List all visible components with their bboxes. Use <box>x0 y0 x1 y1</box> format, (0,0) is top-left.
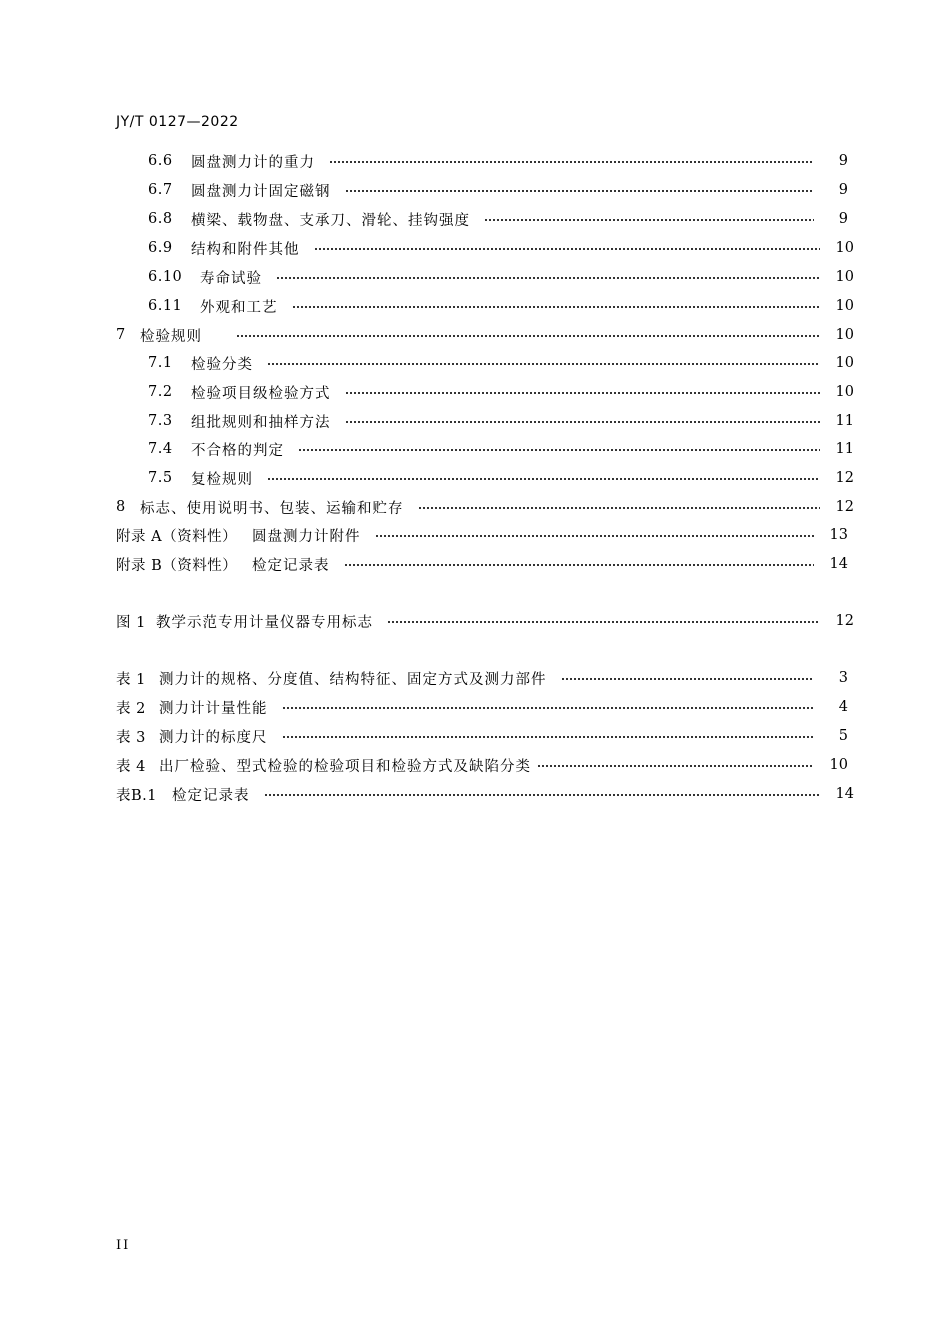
table-entry-page: 5 <box>838 728 848 744</box>
dot-leader <box>292 306 821 308</box>
table-entry-page: 10 <box>829 757 848 773</box>
figure-entry[interactable] <box>116 610 854 632</box>
table-entry-title: 出厂检验、型式检验的检验项目和检验方式及缺陷分类 <box>159 758 531 775</box>
toc-entry-title: 横梁、载物盘、支承刀、滑轮、挂钩强度 <box>191 212 470 229</box>
toc-entry-title: 复检规则 <box>191 471 253 488</box>
toc-entry[interactable] <box>148 150 848 172</box>
toc-entry-number: 6.11 <box>148 298 183 314</box>
toc-entry-title: 检定记录表 <box>252 557 330 574</box>
toc-entry-title: 寿命试验 <box>200 270 262 287</box>
table-entry-number: 表 4 <box>116 758 146 775</box>
table-entry[interactable] <box>116 783 854 805</box>
toc-entry-page: 10 <box>835 298 854 314</box>
toc-entry-page: 11 <box>835 413 854 429</box>
toc-entry-number: 7.1 <box>148 355 173 371</box>
toc-entry[interactable] <box>148 410 854 432</box>
table-entry-page: 4 <box>838 699 848 715</box>
figure-entry-page: 12 <box>835 613 854 629</box>
dot-leader <box>298 449 820 451</box>
toc-entry[interactable] <box>116 324 854 346</box>
dot-leader <box>345 392 821 394</box>
dot-leader <box>282 707 815 709</box>
toc-entry-number: 6.10 <box>148 269 183 285</box>
table-entry-number: 表 3 <box>116 729 146 746</box>
toc-entry-number: 8 <box>116 499 126 515</box>
table-entry-number: 表 1 <box>116 671 146 688</box>
dot-leader <box>537 765 814 767</box>
dot-leader <box>345 421 821 423</box>
toc-entry-title: 圆盘测力计固定磁钢 <box>191 183 331 200</box>
dot-leader <box>418 507 821 509</box>
table-entry-title: 测力计的标度尺 <box>159 729 268 746</box>
table-entry-page: 14 <box>835 786 854 802</box>
table-entry-page: 3 <box>838 670 848 686</box>
dot-leader <box>264 794 821 796</box>
toc-entry-number: 附录 A（资料性） <box>116 528 238 545</box>
toc-entry-number: 6.8 <box>148 211 173 227</box>
toc-entry-page: 12 <box>835 499 854 515</box>
table-entry[interactable] <box>116 667 848 689</box>
toc-entry[interactable] <box>116 496 854 518</box>
toc-entry[interactable] <box>148 295 854 317</box>
dot-leader <box>375 535 815 537</box>
table-entry-title: 测力计的规格、分度值、结构特征、固定方式及测力部件 <box>159 671 547 688</box>
document-code: JY/T 0127—2022 <box>116 114 239 130</box>
toc-entry[interactable] <box>148 381 854 403</box>
toc-entry-page: 11 <box>835 441 854 457</box>
toc-entry-title: 检验项目级检验方式 <box>191 385 331 402</box>
toc-entry-page: 10 <box>835 355 854 371</box>
toc-entry-page: 9 <box>838 211 848 227</box>
table-entry[interactable] <box>116 725 848 747</box>
toc-entry-number: 附录 B（资料性） <box>116 557 238 574</box>
toc-entry-title: 检验分类 <box>191 356 253 373</box>
toc-entry[interactable] <box>116 524 848 546</box>
toc-entry-title: 不合格的判定 <box>191 442 284 459</box>
dot-leader <box>282 736 815 738</box>
toc-entry-number: 6.7 <box>148 182 173 198</box>
dot-leader <box>267 478 820 480</box>
toc-entry-number: 7 <box>116 327 126 343</box>
dot-leader <box>314 248 821 250</box>
table-entry[interactable] <box>116 696 848 718</box>
table-entry-title: 测力计计量性能 <box>159 700 268 717</box>
dot-leader <box>276 277 820 279</box>
dot-leader <box>387 621 820 623</box>
table-entry[interactable] <box>116 754 848 776</box>
toc-entry[interactable] <box>148 208 848 230</box>
dot-leader <box>344 564 815 566</box>
toc-entry-number: 7.5 <box>148 470 173 486</box>
dot-leader <box>484 219 814 221</box>
toc-entry-number: 7.3 <box>148 413 173 429</box>
toc-entry[interactable] <box>148 179 848 201</box>
dot-leader <box>236 335 820 337</box>
toc-entry-page: 10 <box>835 240 854 256</box>
toc-entry-page: 9 <box>838 182 848 198</box>
toc-entry-page: 14 <box>829 556 848 572</box>
toc-entry-title: 检验规则 <box>140 328 202 345</box>
table-entry-number: 表B.1 <box>116 787 157 804</box>
toc-entry-title: 标志、使用说明书、包装、运输和贮存 <box>140 500 404 517</box>
toc-entry-page: 10 <box>835 269 854 285</box>
toc-entry-title: 圆盘测力计的重力 <box>191 154 315 171</box>
toc-entry-number: 6.9 <box>148 240 173 256</box>
toc-entry-number: 7.4 <box>148 441 173 457</box>
dot-leader <box>561 678 815 680</box>
toc-entry[interactable] <box>148 438 854 460</box>
dot-leader <box>345 190 815 192</box>
dot-leader <box>329 161 814 163</box>
toc-entry-title: 圆盘测力计附件 <box>252 528 361 545</box>
toc-entry[interactable] <box>148 237 854 259</box>
toc-entry-page: 9 <box>838 153 848 169</box>
figure-entry-title: 教学示范专用计量仪器专用标志 <box>156 614 373 631</box>
toc-entry-page: 10 <box>835 384 854 400</box>
toc-entry[interactable] <box>148 352 854 374</box>
page-number: II <box>116 1238 131 1253</box>
toc-entry-title: 外观和工艺 <box>200 299 278 316</box>
toc-entry-number: 6.6 <box>148 153 173 169</box>
dot-leader <box>267 363 820 365</box>
toc-entry-title: 结构和附件其他 <box>191 241 300 258</box>
table-entry-number: 表 2 <box>116 700 146 717</box>
toc-entry-page: 10 <box>835 327 854 343</box>
toc-entry-title: 组批规则和抽样方法 <box>191 414 331 431</box>
toc-entry[interactable] <box>116 553 848 575</box>
toc-entry[interactable] <box>148 467 854 489</box>
figure-entry-number: 图 1 <box>116 614 146 631</box>
toc-entry-number: 7.2 <box>148 384 173 400</box>
toc-entry[interactable] <box>148 266 854 288</box>
table-entry-title: 检定记录表 <box>172 787 250 804</box>
toc-entry-page: 13 <box>829 527 848 543</box>
toc-entry-page: 12 <box>835 470 854 486</box>
